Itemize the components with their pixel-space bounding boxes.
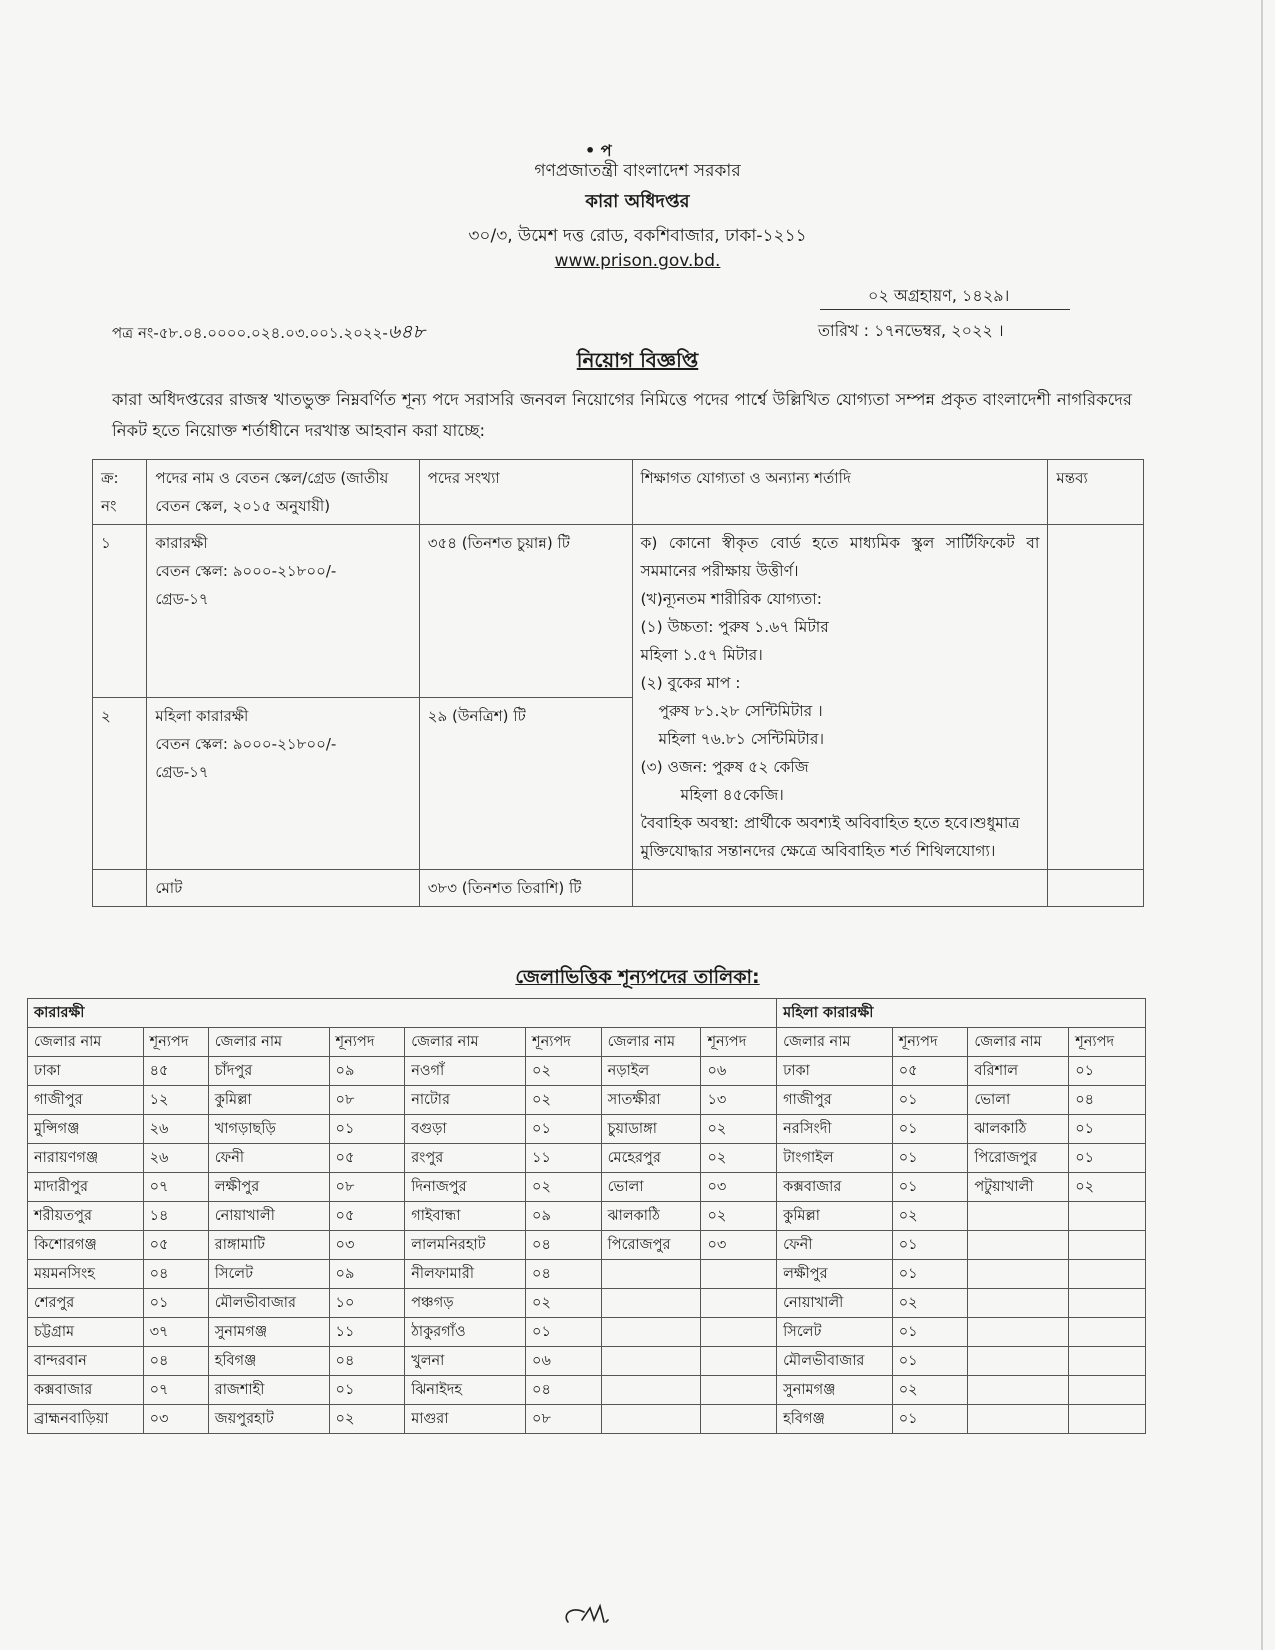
post-row [93, 525, 1144, 698]
district-name-cell: নোয়াখালী [777, 1289, 893, 1318]
district-name-cell: পিরোজপুর [601, 1231, 701, 1260]
district-name-cell: ভোলা [968, 1086, 1069, 1115]
district-name-cell: পিরোজপুর [968, 1144, 1069, 1173]
qual-chest-male: পুরুষ ৮১.২৮ সেন্টিমিটার । [658, 702, 823, 720]
district-name-cell: রংপুর [405, 1144, 526, 1173]
district-name-cell: লক্ষীপুর [208, 1173, 329, 1202]
district-name-cell: সিলেট [208, 1260, 329, 1289]
district-row [28, 1173, 1146, 1202]
district-name-cell: পটুয়াখালী [968, 1173, 1069, 1202]
district-name-cell: গাজীপুর [28, 1086, 144, 1115]
district-name-cell: হবিগঞ্জ [777, 1405, 893, 1434]
vacancy-cell: ০১ [1069, 1057, 1146, 1086]
vacancy-cell [701, 1376, 777, 1405]
district-group-row [28, 999, 1146, 1028]
district-name-cell: মৌলভীবাজার [777, 1347, 893, 1376]
vacancy-cell: ০২ [526, 1173, 602, 1202]
vacancy-cell: ০৪ [143, 1347, 208, 1376]
vacancy-cell: ০১ [526, 1115, 602, 1144]
vacancy-cell [701, 1347, 777, 1376]
district-name-cell [968, 1405, 1069, 1434]
qual-chest-female: মহিলা ৭৬.৮১ সেন্টিমিটার। [658, 730, 824, 748]
district-name-cell: পঞ্চগড় [405, 1289, 526, 1318]
vacancy-cell [1069, 1347, 1146, 1376]
col-district-name: জেলার নাম [28, 1028, 144, 1057]
post-grade: গ্রেড-১৭ [155, 762, 209, 781]
col-vacancy: শূন্যপদ [329, 1028, 405, 1057]
vacancy-cell: ০৪ [1069, 1086, 1146, 1115]
district-name-cell: মাদারীপুর [28, 1173, 144, 1202]
district-name-cell: ঝালকাঠি [968, 1115, 1069, 1144]
vacancy-cell: ০৫ [329, 1202, 405, 1231]
post-sl: ১ [93, 525, 147, 698]
vacancy-cell: ০৫ [892, 1057, 968, 1086]
district-name-cell: শেরপুর [28, 1289, 144, 1318]
post-name: মহিলা কারারক্ষী [155, 706, 249, 725]
vacancy-cell: ০৮ [526, 1405, 602, 1434]
district-name-cell: নাটোর [405, 1086, 526, 1115]
vacancy-cell [1069, 1202, 1146, 1231]
district-row [28, 1086, 1146, 1115]
district-header-row [28, 1028, 1146, 1057]
col-vacancy: শূন্যপদ [892, 1028, 968, 1057]
total-label: মোট [147, 870, 419, 907]
vacancy-cell: ০৫ [143, 1231, 208, 1260]
vacancy-cell: ০১ [892, 1260, 968, 1289]
district-row [28, 1115, 1146, 1144]
col-district-name: জেলার নাম [968, 1028, 1069, 1057]
total-sl-empty [93, 870, 147, 907]
post-sl: ২ [93, 697, 147, 870]
vacancy-cell [1069, 1231, 1146, 1260]
district-name-cell: কুমিল্লা [777, 1202, 893, 1231]
remarks-cell [1048, 525, 1144, 870]
col-district-name: জেলার নাম [601, 1028, 701, 1057]
government-name: গণপ্রজাতন্ত্রী বাংলাদেশ সরকার [534, 161, 741, 181]
qual-physical-title: (খ)ন্যূনতম শারীরিক যোগ্যতা: [640, 590, 823, 608]
district-name-cell: জয়পুরহাট [208, 1405, 329, 1434]
district-row [28, 1231, 1146, 1260]
header-sl: ক্র: নং [93, 460, 147, 525]
header-mark: • প [585, 141, 612, 160]
date-divider [820, 309, 1070, 310]
district-name-cell [968, 1289, 1069, 1318]
vacancy-cell: ০৬ [526, 1347, 602, 1376]
vacancy-cell: ১১ [526, 1144, 602, 1173]
vacancy-cell: ০৩ [701, 1231, 777, 1260]
vacancy-cell [1069, 1260, 1146, 1289]
notice-intro: কারা অধিদপ্তরের রাজস্ব খাতভুক্ত নিম্নবর্ণিত শূন্য পদে সরাসরি জনবল নিয়োগের নিমিত্তে পদের পার্শ্বে উল্লিখিত যোগ্যতা সম্পন্ন প্রকৃত বাংলাদেশী নাগরিকদের নিকট হতে নিয়োক্ত শর্তাধীনে দরখাস্ত আহবান করা যাচ্ছে: [112, 390, 1132, 440]
district-name-cell: লক্ষীপুর [777, 1260, 893, 1289]
total-remarks-empty [1048, 870, 1144, 907]
qual-education: ক) কোনো স্বীকৃত বোর্ড হতে মাধ্যমিক স্কুল সার্টিফিকেট বা সমমানের পরীক্ষায় উত্তীর্ণ। [640, 534, 1040, 580]
vacancy-cell: ০৮ [329, 1173, 405, 1202]
vacancy-cell: ০৯ [329, 1260, 405, 1289]
district-name-cell: নীলফামারী [405, 1260, 526, 1289]
total-count: ৩৮৩ (তিনশত তিরাশি) টি [419, 870, 632, 907]
vacancy-cell: ০১ [892, 1115, 968, 1144]
district-name-cell [601, 1289, 701, 1318]
header-qualification: শিক্ষাগত যোগ্যতা ও অন্যান্য শর্তাদি [632, 460, 1048, 525]
vacancy-cell: ০১ [1069, 1115, 1146, 1144]
district-row [28, 1202, 1146, 1231]
district-name-cell: গাইবান্ধা [405, 1202, 526, 1231]
vacancy-cell: ০৫ [329, 1144, 405, 1173]
district-name-cell: চাঁদপুর [208, 1057, 329, 1086]
district-name-cell: শরীয়তপুর [28, 1202, 144, 1231]
vacancy-cell: ০১ [1069, 1144, 1146, 1173]
post-details [147, 697, 419, 870]
district-name-cell [601, 1405, 701, 1434]
vacancy-cell [1069, 1376, 1146, 1405]
district-name-cell: ময়মনসিংহ [28, 1260, 144, 1289]
district-name-cell: নোয়াখালী [208, 1202, 329, 1231]
vacancy-cell: ৪৫ [143, 1057, 208, 1086]
vacancy-cell: ০৩ [143, 1405, 208, 1434]
district-name-cell [968, 1376, 1069, 1405]
vacancy-cell: ২৬ [143, 1144, 208, 1173]
district-table-title: জেলাভিত্তিক শূন্যপদের তালিকা: [515, 966, 760, 988]
district-name-cell: ঝিনাইদহ [405, 1376, 526, 1405]
vacancy-cell: ০১ [892, 1405, 968, 1434]
vacancy-cell: ০৩ [329, 1231, 405, 1260]
group-female-label: মহিলা কারারক্ষী [777, 999, 1146, 1028]
post-details [147, 525, 419, 698]
qual-weight-male: (৩) ওজন: পুরুষ ৫২ কেজি [640, 758, 809, 776]
qual-weight-female: মহিলা ৪৫কেজি। [680, 786, 784, 804]
notice-title: নিয়োগ বিজ্ঞপ্তি [576, 348, 699, 372]
district-row [28, 1057, 1146, 1086]
group-male-label: কারারক্ষী [28, 999, 777, 1028]
district-name-cell: ঢাকা [28, 1057, 144, 1086]
district-name-cell: ঝালকাঠি [601, 1202, 701, 1231]
vacancy-cell: ১৪ [143, 1202, 208, 1231]
district-name-cell: কিশোরগঞ্জ [28, 1231, 144, 1260]
qual-marital: বৈবাহিক অবস্থা: প্রার্থীকে অবশ্যই অবিবাহিত হতে হবে।শুধুমাত্র মুক্তিযোদ্ধার সন্তানদের ক্ষেত্রে অবিবাহিত শর্ত শিথিলযোগ্য। [640, 814, 1020, 860]
vacancy-cell: ০২ [701, 1144, 777, 1173]
district-name-cell: ফেনী [208, 1144, 329, 1173]
district-name-cell [968, 1347, 1069, 1376]
district-name-cell: রাঙ্গামাটি [208, 1231, 329, 1260]
post-grade: গ্রেড-১৭ [155, 590, 209, 608]
vacancy-cell: ১০ [329, 1289, 405, 1318]
vacancy-cell: ০২ [701, 1202, 777, 1231]
posts-header-row [93, 460, 1144, 525]
qual-height-male: (১) উচ্চতা: পুরুষ ১.৬৭ মিটার [640, 618, 829, 636]
col-vacancy: শূন্যপদ [526, 1028, 602, 1057]
vacancy-cell: ০২ [526, 1086, 602, 1115]
post-count: ৩৫৪ (তিনশত চুয়ান্ন) টি [419, 525, 632, 698]
vacancy-cell [701, 1289, 777, 1318]
vacancy-cell: ০২ [1069, 1173, 1146, 1202]
date-bangla: ০২ অগ্রহায়ণ, ১৪২৯। [868, 286, 1010, 305]
district-name-cell: চুয়াডাঙ্গা [601, 1115, 701, 1144]
district-name-cell: দিনাজপুর [405, 1173, 526, 1202]
vacancy-cell: ০২ [526, 1289, 602, 1318]
post-scale: বেতন স্কেল: ৯০০০-২১৮০০/- [155, 562, 337, 580]
website-link[interactable]: www.prison.gov.bd. [554, 251, 721, 271]
qualification-cell [632, 525, 1048, 870]
vacancy-cell [1069, 1405, 1146, 1434]
vacancy-cell: ০১ [892, 1144, 968, 1173]
district-name-cell: নড়াইল [601, 1057, 701, 1086]
district-name-cell: ঢাকা [777, 1057, 893, 1086]
district-name-cell: সিলেট [777, 1318, 893, 1347]
posts-total-row [93, 870, 1144, 907]
vacancy-cell: ০২ [892, 1289, 968, 1318]
header-post: পদের নাম ও বেতন স্কেল/গ্রেড (জাতীয় বেতন স্কেল, ২০১৫ অনুযায়ী) [147, 460, 419, 525]
vacancy-cell: ০১ [892, 1086, 968, 1115]
qual-height-female: মহিলা ১.৫৭ মিটার। [640, 646, 763, 664]
col-vacancy: শূন্যপদ [701, 1028, 777, 1057]
header-remarks: মন্তব্য [1048, 460, 1144, 525]
vacancy-cell: ০৪ [526, 1376, 602, 1405]
office-address: ৩০/৩, উমেশ দত্ত রোড, বকশিবাজার, ঢাকা-১২১১ [468, 226, 807, 246]
district-row [28, 1347, 1146, 1376]
district-name-cell: টাংগাইল [777, 1144, 893, 1173]
vacancy-cell: ০১ [892, 1173, 968, 1202]
vacancy-cell: ০৩ [701, 1173, 777, 1202]
vacancy-cell [701, 1260, 777, 1289]
district-name-cell: ফেনী [777, 1231, 893, 1260]
district-name-cell: গাজীপুর [777, 1086, 893, 1115]
vacancy-cell: ০২ [892, 1376, 968, 1405]
header-count: পদের সংখ্যা [419, 460, 632, 525]
district-name-cell: মৌলভীবাজার [208, 1289, 329, 1318]
vacancy-cell: ০১ [892, 1347, 968, 1376]
district-name-cell [601, 1347, 701, 1376]
vacancy-cell: ০৪ [143, 1260, 208, 1289]
post-scale: বেতন স্কেল: ৯০০০-২১৮০০/- [155, 734, 337, 753]
vacancy-cell: ০৮ [329, 1086, 405, 1115]
vacancy-cell: ০২ [526, 1057, 602, 1086]
vacancy-cell: ০৭ [143, 1173, 208, 1202]
district-name-cell [968, 1260, 1069, 1289]
district-name-cell [601, 1318, 701, 1347]
district-name-cell [968, 1318, 1069, 1347]
vacancy-cell: ০১ [329, 1376, 405, 1405]
district-row [28, 1144, 1146, 1173]
district-name-cell: ব্রাহ্মনবাড়িয়া [28, 1405, 144, 1434]
vacancy-cell [1069, 1318, 1146, 1347]
vacancy-cell: ০১ [892, 1231, 968, 1260]
vacancy-cell: ০১ [143, 1289, 208, 1318]
district-name-cell: নওগাঁ [405, 1057, 526, 1086]
col-district-name: জেলার নাম [777, 1028, 893, 1057]
vacancy-cell: ০২ [329, 1405, 405, 1434]
vacancy-cell: ০৪ [526, 1231, 602, 1260]
vacancy-cell [1069, 1289, 1146, 1318]
district-name-cell: কুমিল্লা [208, 1086, 329, 1115]
district-name-cell: বরিশাল [968, 1057, 1069, 1086]
district-name-cell [968, 1202, 1069, 1231]
post-count: ২৯ (উনত্রিশ) টি [419, 697, 632, 870]
vacancy-cell: ২৬ [143, 1115, 208, 1144]
qual-chest-title: (২) বুকের মাপ : [640, 674, 741, 692]
vacancy-cell: ০৯ [526, 1202, 602, 1231]
district-name-cell: ভোলা [601, 1173, 701, 1202]
district-table [27, 998, 1146, 1434]
vacancy-cell: ০৭ [143, 1376, 208, 1405]
col-district-name: জেলার নাম [405, 1028, 526, 1057]
district-row [28, 1318, 1146, 1347]
vacancy-cell: ০২ [701, 1115, 777, 1144]
posts-table [92, 459, 1144, 907]
district-name-cell: কক্সবাজার [28, 1376, 144, 1405]
col-district-name: জেলার নাম [208, 1028, 329, 1057]
district-row [28, 1405, 1146, 1434]
district-name-cell: নরসিংদী [777, 1115, 893, 1144]
district-name-cell: খুলনা [405, 1347, 526, 1376]
district-name-cell: চট্টগ্রাম [28, 1318, 144, 1347]
district-name-cell [601, 1260, 701, 1289]
district-name-cell: ঠাকুরগাঁও [405, 1318, 526, 1347]
district-name-cell: বগুড়া [405, 1115, 526, 1144]
col-vacancy: শূন্যপদ [143, 1028, 208, 1057]
vacancy-cell: ০৬ [701, 1057, 777, 1086]
district-name-cell: মুন্সিগঞ্জ [28, 1115, 144, 1144]
vacancy-cell: ০২ [892, 1202, 968, 1231]
date-english: তারিখ : ১৭নভেম্বর, ২০২২ । [818, 321, 1004, 340]
vacancy-cell: ০১ [329, 1115, 405, 1144]
district-name-cell: সাতক্ষীরা [601, 1086, 701, 1115]
district-name-cell: মেহেরপুর [601, 1144, 701, 1173]
vacancy-cell: ১৩ [701, 1086, 777, 1115]
signature-mark [560, 1602, 632, 1628]
vacancy-cell: ০৯ [329, 1057, 405, 1086]
vacancy-cell: ০১ [892, 1318, 968, 1347]
vacancy-cell: ৩৭ [143, 1318, 208, 1347]
total-qual-empty [632, 870, 1048, 907]
vacancy-cell: ০১ [526, 1318, 602, 1347]
col-vacancy: শূন্যপদ [1069, 1028, 1146, 1057]
district-name-cell: কক্সবাজার [777, 1173, 893, 1202]
vacancy-cell [701, 1318, 777, 1347]
district-row [28, 1376, 1146, 1405]
district-name-cell: রাজশাহী [208, 1376, 329, 1405]
district-name-cell: নারায়ণগঞ্জ [28, 1144, 144, 1173]
district-row [28, 1260, 1146, 1289]
district-name-cell: বান্দরবান [28, 1347, 144, 1376]
district-name-cell: সুনামগঞ্জ [208, 1318, 329, 1347]
district-name-cell: সুনামগঞ্জ [777, 1376, 893, 1405]
district-name-cell: হবিগঞ্জ [208, 1347, 329, 1376]
memo-reference-prefix: পত্র নং-৫৮.০৪.০০০০.০২৪.০৩.০০১.২০২২- [112, 324, 388, 342]
vacancy-cell: ০৪ [526, 1260, 602, 1289]
district-name-cell: মাগুরা [405, 1405, 526, 1434]
vacancy-cell: ০৪ [329, 1347, 405, 1376]
district-row [28, 1289, 1146, 1318]
district-name-cell: লালমনিরহাট [405, 1231, 526, 1260]
post-name: কারারক্ষী [155, 534, 208, 552]
district-name-cell [601, 1376, 701, 1405]
department-name: কারা অধিদপ্তর [585, 191, 690, 212]
vacancy-cell: ১২ [143, 1086, 208, 1115]
vacancy-cell [701, 1405, 777, 1434]
vacancy-cell: ১১ [329, 1318, 405, 1347]
district-name-cell [968, 1231, 1069, 1260]
memo-reference-number: ৬৪৮ [387, 321, 425, 343]
district-name-cell: খাগড়াছড়ি [208, 1115, 329, 1144]
